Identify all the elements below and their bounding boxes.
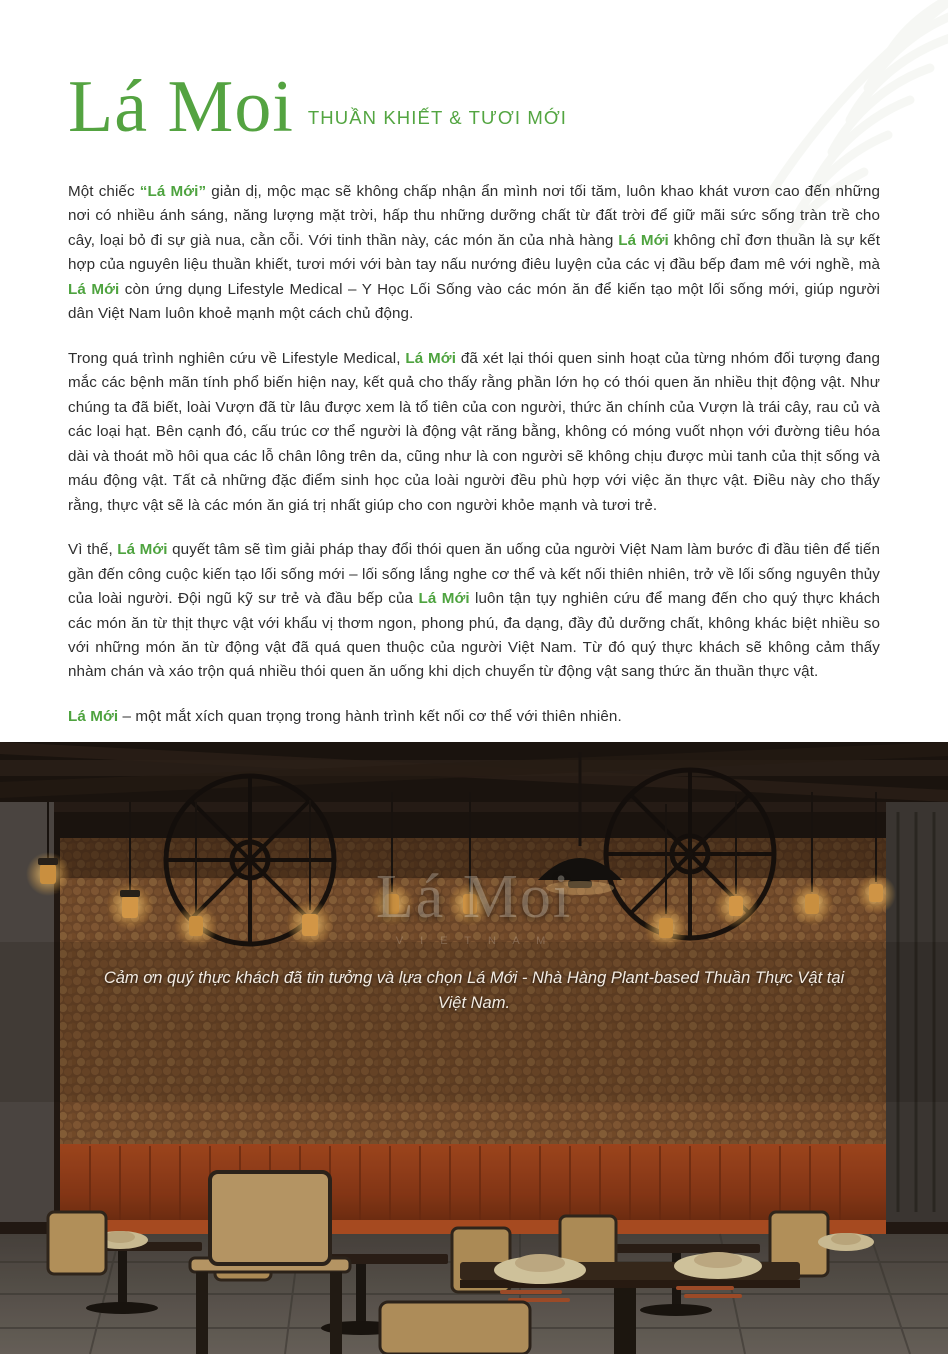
paragraph-2: Trong quá trình nghiên cứu về Lifestyle Medical, Lá Mới đã xét lại thói quen sinh hoạt của từng nhóm đối tượng đang mắc các bệnh mãn tính phổ biến hiện nay, kết quả cho thấy rằng phần lớn họ có thói quen ăn nhiều thịt động vật. Như chúng ta đã biết, loài Vượn đã từ lâu được xem là tổ tiên của con người, thức ăn chính của Vượn là trái cây, rau củ và các loại hạt. Bên cạnh đó, cấu trúc cơ thể người là động vật răng bằng, không có móng vuốt nhọn với đường tiêu hóa dài và thoát mồ hôi qua các lỗ chân lông trên da, cũng như là con người sẽ không chịu được mùi tanh của thịt sống và máu động vật. Tất cả những đặc điểm sinh học của loài người đều phù hợp với việc ăn thực vật. Điều này cho thấy rằng, thực vật sẽ là các món ăn giá trị nhất giúp cho con người khỏe mạnh và tươi trẻ. [68,349,881,514]
photo-caption: Cảm ơn quý thực khách đã tin tưởng và lựa chọn Lá Mới - Nhà Hàng Plant-based Thuần Thực Vật tại Việt Nam. [103,969,845,1012]
brand-mention: Lá Mới [618,231,669,249]
paragraph-3: Vì thế, Lá Mới quyết tâm sẽ tìm giải pháp thay đổi thói quen ăn uống của người Việt Nam làm bước đi đầu tiên để tiến gần đến công cuộc kiến tạo lối sống mới – lối sống lắng nghe cơ thể và kết nối thiên nhiên, trở về lối sống nguyên thủy của loài người. Đội ngũ kỹ sư trẻ và đầu bếp của Lá Mới luôn tận tụy nghiên cứu để mang đến cho quý thực khách các món ăn từ thịt thực vật với khẩu vị thơm ngon, phong phú, đa dạng, đầy đủ dưỡng chất, không khác biệt nhiều so với những món ăn từ động vật đã quá quen thuộc của người Việt Nam. Từ đó quý thực khách sẽ không cảm thấy nhàm chán và xáo trộn quá nhiều thói quen ăn uống khi dịch chuyển từ động vật sang thức ăn thuần thực vật. [68,541,881,681]
brand-mention: Lá Mới [68,707,119,725]
restaurant-interior-illustration [0,742,948,1354]
brand-mention: Lá Mới [418,590,470,608]
paragraph-1: Một chiếc “Lá Mới” giản dị, mộc mạc sẽ không chấp nhận ẩn mình nơi tối tăm, luôn khao khát vươn cao đến những nơi có nhiều ánh sáng, năng lượng mặt trời, hấp thu những dưỡng chất từ đất trời để giữ mãi sức sống tràn trề cho cây, loại bỏ đi sự già nua, cằn cỗi. Với tinh thần này, các món ăn của nhà hàng Lá Mới không chỉ đơn thuần là sự kết hợp của nguyên liệu thuần khiết, tươi mới với bàn tay nấu nướng điêu luyện của các vị đầu bếp đam mê với nghề, mà Lá Mới còn ứng dụng Lifestyle Medical – Y Học Lối Sống vào các món ăn để kiến tạo một lối sống mới, giúp người dân Việt Nam luôn khoẻ mạnh một cách chủ động. [68,183,881,323]
brand-mention: Lá Mới [405,349,457,367]
photo-logo-subtitle: V I E T N A M [395,935,553,947]
brand-mention: “Lá Mới” [139,183,207,200]
restaurant-photo [0,742,948,1354]
brand-mention: Lá Mới [68,280,120,298]
paragraph-4: Lá Mới – một mắt xích quan trọng trong hành trình kết nối cơ thể với thiên nhiên. [68,707,622,725]
page-header [68,66,568,148]
article-body [68,180,880,729]
photo-logo-title: Lá Moi [375,863,573,931]
brand-title: Lá Moi [68,66,294,148]
brand-mention: Lá Mới [117,541,168,559]
brand-tagline: THUẦN KHIẾT & TƯƠI MỚI [307,107,568,129]
